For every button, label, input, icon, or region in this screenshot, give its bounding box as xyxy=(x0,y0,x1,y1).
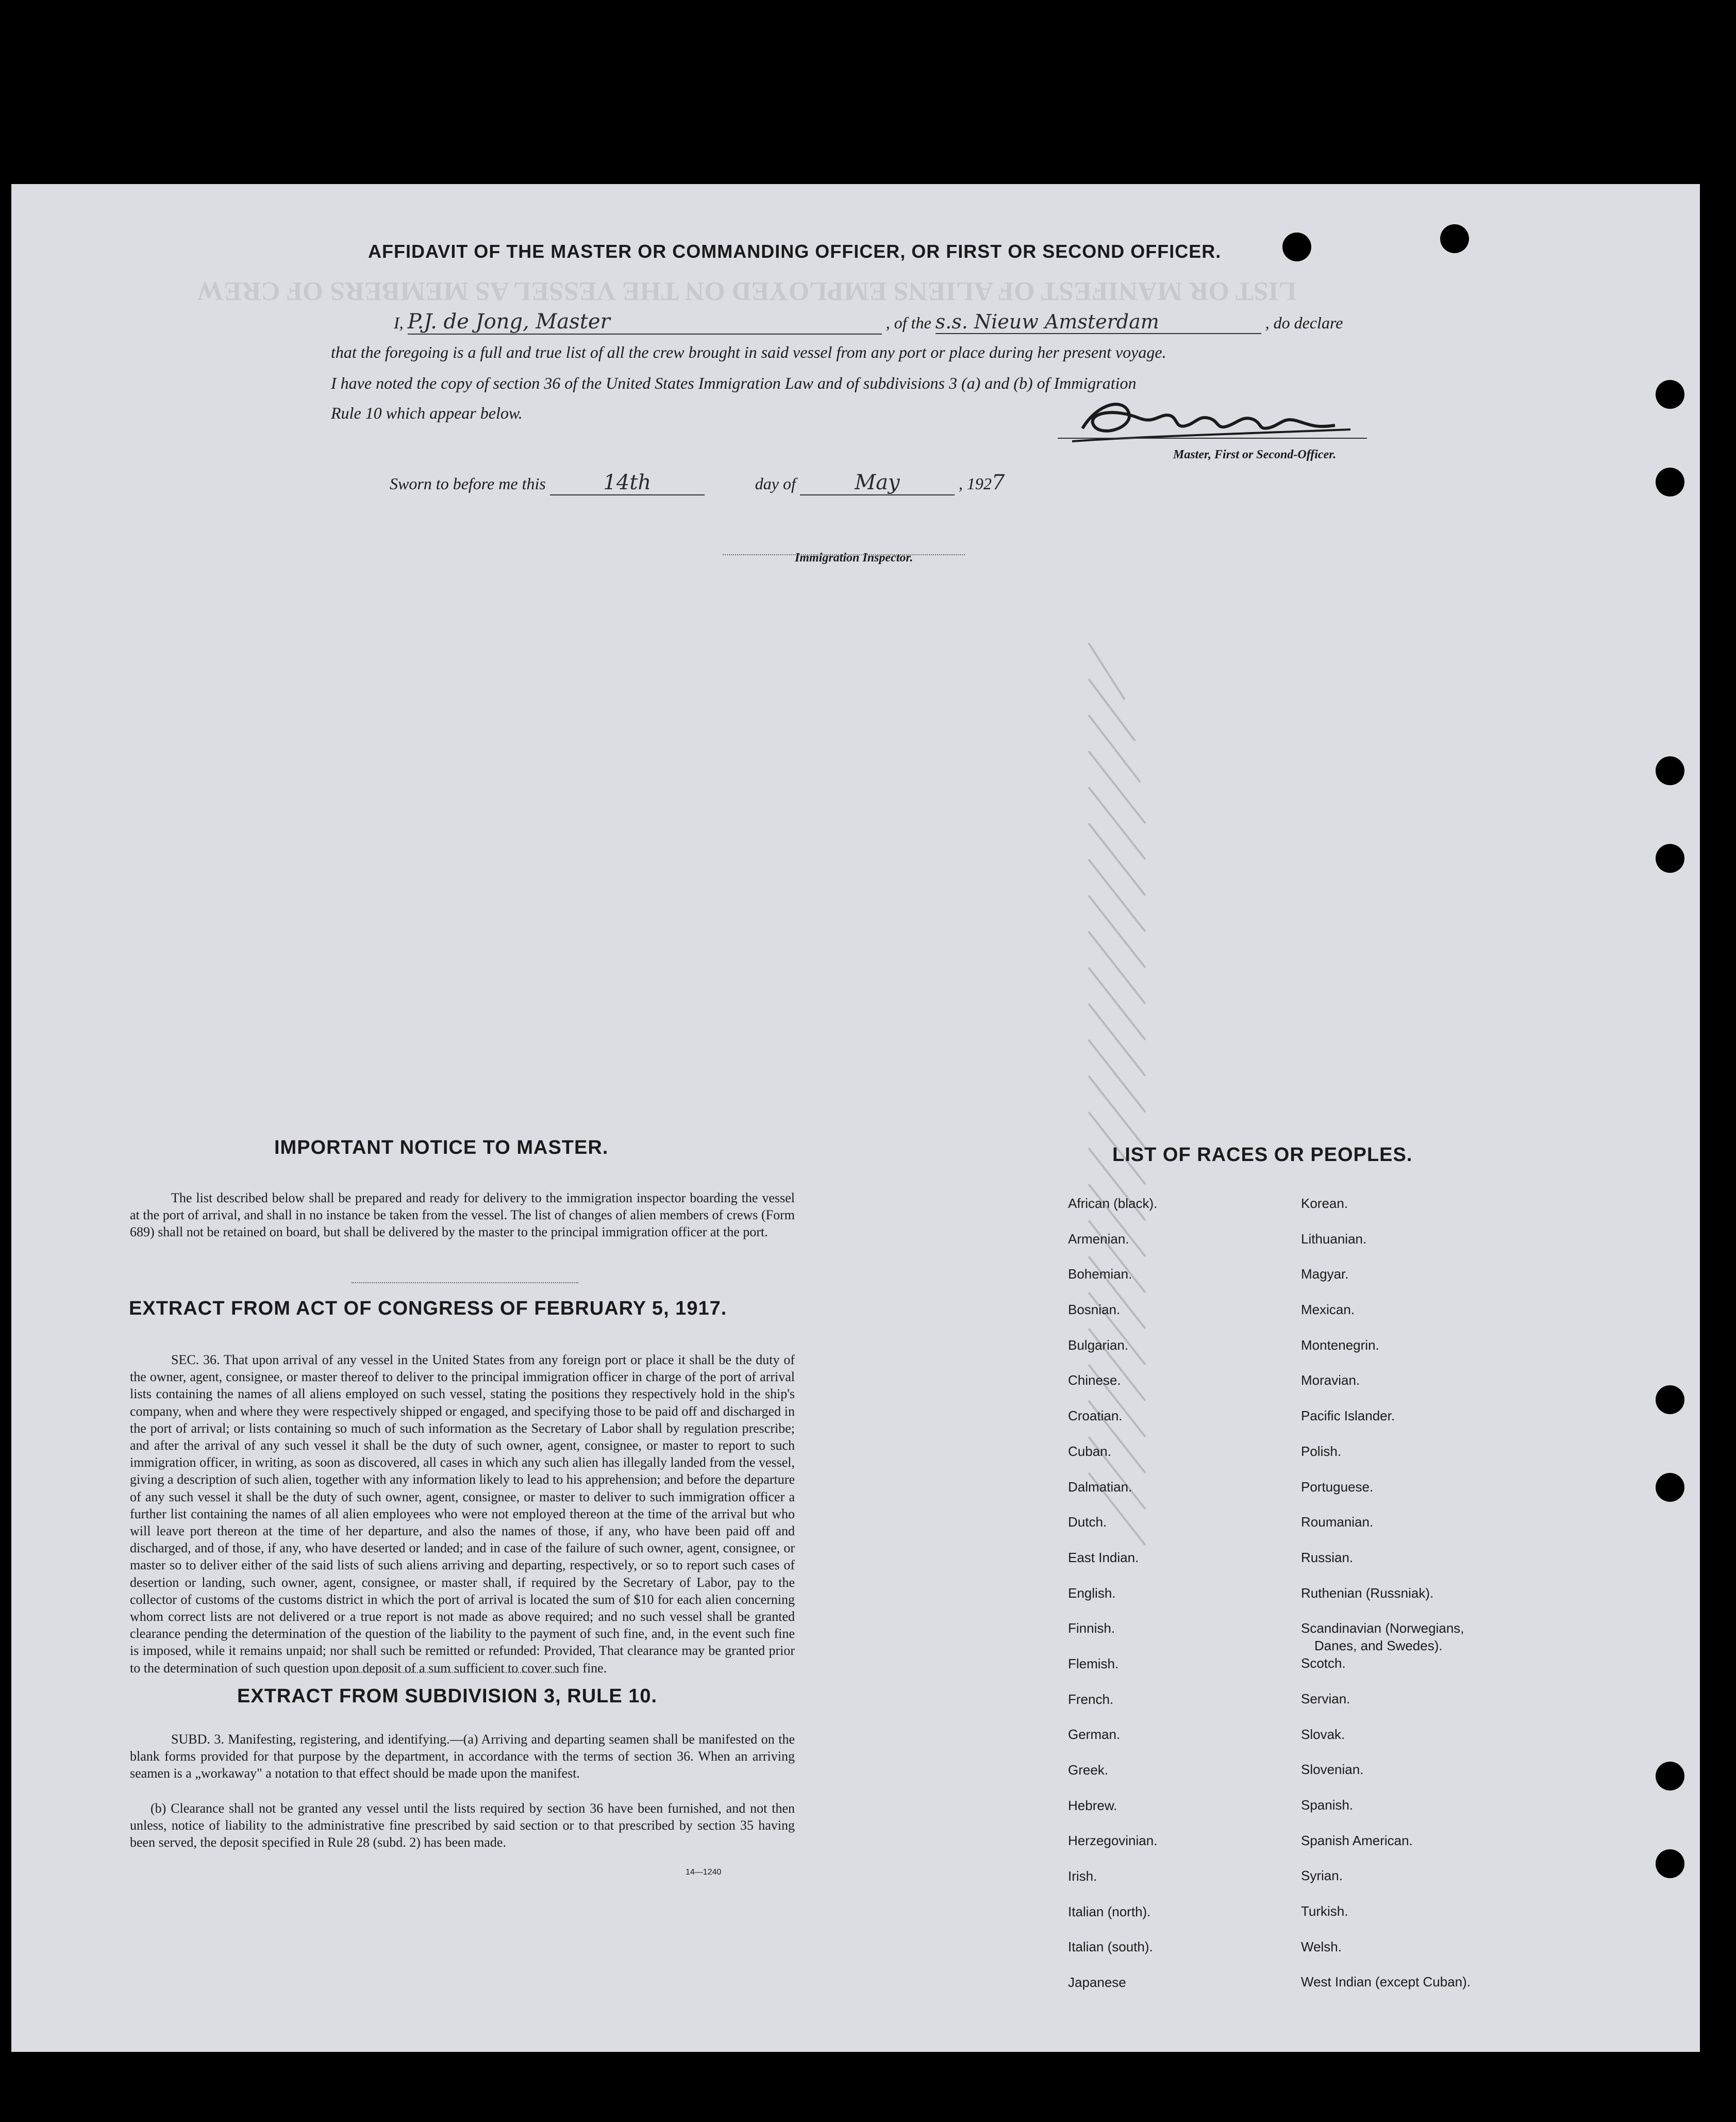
day-of: day of xyxy=(755,474,796,493)
races-right-column xyxy=(1301,1196,1471,2010)
race-item: Irish. xyxy=(1068,1868,1097,1884)
race-item: German. xyxy=(1068,1727,1121,1743)
race-item: Magyar. xyxy=(1301,1266,1349,1282)
act-text: SEC. 36. That upon arrival of any vessel in the United States from any foreign port or place it shall be the duty of the owner, agent, consignee, or master thereof to deliver to the principal immigration officer in charge of the port of arrival lists containing the names of all aliens employed on such vessel, stating the positions they respectively hold in the ship's company, when and where they were respectively shipped or engaged, and specifying those to be paid off and discharged in the port of arrival; or lists containing so much of such information as the Secretary of Labor shall by regulation prescribe; and after the arrival of any such vessel it shall be the duty of such owner, agent, consignee, or master to report to such immigration officer, in writing, as soon as discovered, all cases in which any such alien has illegally landed from the vessel, giving a description of such alien, together with any information likely to lead to his apprehension; and before the departure of any such vessel it shall be the duty of such owner, agent, consignee, or master to deliver to such immigration officer a further list containing the names of all alien employees who were not employed thereon at the time of the arrival but who will leave port thereon at the time of her departure, and also the names of those, if any, who have been paid off and discharged, and of those, if any, who have deserted or landed; and in case of the failure of such owner, agent, consignee, or master so to deliver either of the said lists of such aliens arriving and departing, respectively, or so to report such cases of desertion or landing, such owner, agent, consignee, or master shall, if required by the Secretary of Labor, pay to the collector of customs of the customs district in which the port of arrival is located the sum of $10 for each alien concerning whom correct lists are not delivered or a true report is not made as above required; and no such vessel shall be granted clearance pending the determination of the question of the liability to the payment of such fine, and, in the event such fine is imposed, while it remains unpaid; nor shall such be remitted or refunded: Provided, That clearance may be granted prior to the determination of such question upon deposit of a sum sufficient to cover such fine. xyxy=(130,1352,795,1676)
race-item: Syrian. xyxy=(1301,1868,1343,1884)
race-item: Welsh. xyxy=(1301,1938,1342,1954)
race-item: Dalmatian. xyxy=(1068,1479,1132,1495)
race-item: Armenian. xyxy=(1068,1231,1129,1247)
race-item: Chinese. xyxy=(1068,1372,1121,1388)
races-heading: LIST OF RACES OR PEOPLES. xyxy=(1112,1144,1413,1166)
affidavit-line-3: I have noted the copy of section 36 of the United States Immigration Law and of subdivisions 3 (a) and (b) of Immigration xyxy=(331,374,1137,392)
race-item: Italian (south). xyxy=(1068,1939,1153,1955)
race-item: Greek. xyxy=(1068,1762,1109,1778)
race-item: Spanish American. xyxy=(1301,1832,1413,1848)
race-item: Montenegrin. xyxy=(1301,1337,1379,1353)
race-item: Moravian. xyxy=(1301,1372,1360,1388)
rule-para-1: SUBD. 3. Manifesting, registering, and identifying.—(a) Arriving and departing seamen shall be manifested on the blank forms provided for that purpose by the department, in accordance with the terms of section 36. When an arriving seamen is a „workaway" a notation to that effect should be made upon the manifest. xyxy=(130,1732,795,1781)
race-item: Ruthenian (Russniak). xyxy=(1301,1585,1434,1601)
race-item: Finnish. xyxy=(1068,1620,1115,1636)
race-item: Pacific Islander. xyxy=(1301,1408,1395,1424)
inspector-caption: Immigration Inspector. xyxy=(795,551,913,565)
sworn-day: 14th xyxy=(550,471,705,495)
race-item: Korean. xyxy=(1301,1196,1348,1211)
act-heading: EXTRACT FROM ACT OF CONGRESS OF FEBRUARY 5, 1917. xyxy=(129,1298,727,1319)
race-item: Cuban. xyxy=(1068,1443,1111,1459)
race-item: Russian. xyxy=(1301,1549,1354,1565)
race-item: Spanish. xyxy=(1301,1797,1354,1813)
act-divider xyxy=(352,1672,578,1673)
race-item: Mexican. xyxy=(1301,1302,1355,1318)
race-item: Danes, and Swedes). xyxy=(1314,1638,1443,1654)
race-item: Croatian. xyxy=(1068,1408,1123,1424)
race-item: Lithuanian. xyxy=(1301,1231,1367,1247)
race-item: Roumanian. xyxy=(1301,1514,1374,1530)
rule-heading: EXTRACT FROM SUBDIVISION 3, RULE 10. xyxy=(237,1685,658,1707)
master-name: P.J. de Jong, Master xyxy=(408,310,882,335)
form-number: 14—1240 xyxy=(686,1868,722,1877)
race-item: Japanese xyxy=(1068,1975,1126,1991)
rule-para-2: (b) Clearance shall not be granted any vessel until the lists required by section 36 have been furnished, and not then unless, notice of liability to the administrative fine prescribed by said section or to that prescribed by section 35 having been served, the deposit specified in Rule 28 (subd. 2) has been made. xyxy=(130,1801,795,1850)
race-item: Slovenian. xyxy=(1301,1762,1364,1778)
race-item: West Indian (except Cuban). xyxy=(1301,1974,1471,1990)
race-item: English. xyxy=(1068,1585,1116,1601)
race-item: East Indian. xyxy=(1068,1549,1139,1565)
notice-divider xyxy=(352,1282,578,1283)
notice-heading: IMPORTANT NOTICE TO MASTER. xyxy=(274,1137,609,1158)
race-item: Dutch. xyxy=(1068,1514,1107,1530)
vessel-name: s.s. Nieuw Amsterdam xyxy=(936,310,1261,334)
document-page xyxy=(11,184,1700,2052)
affidavit-heading: AFFIDAVIT OF THE MASTER OR COMMANDING OFFICER, OR FIRST OR SECOND OFFICER. xyxy=(368,241,1222,262)
race-item: Slovak. xyxy=(1301,1726,1345,1742)
of-the: , of the xyxy=(886,313,931,332)
race-item: French. xyxy=(1068,1691,1114,1707)
race-item: Polish. xyxy=(1301,1443,1342,1459)
affidavit-line-2: that the foregoing is a full and true list of all the crew brought in said vessel from any port or place during her present voyage. xyxy=(331,343,1166,361)
race-item: Bulgarian. xyxy=(1068,1337,1129,1353)
race-item: Portuguese. xyxy=(1301,1479,1374,1495)
races-left-column xyxy=(1068,1196,1157,2010)
year-prefix: , 192 xyxy=(958,474,992,493)
do-declare: , do declare xyxy=(1265,313,1343,332)
race-item: Bohemian. xyxy=(1068,1266,1132,1282)
race-item: African (black). xyxy=(1068,1196,1158,1211)
year-digit: 7 xyxy=(991,471,1005,494)
race-item: Scotch. xyxy=(1301,1655,1346,1671)
ghost-header: LIST OR MANIFEST OF ALIENS EMPLOYED ON THE VESSEL AS MEMBERS OF CREW xyxy=(197,276,1297,306)
race-item: Servian. xyxy=(1301,1690,1350,1706)
race-item: Hebrew. xyxy=(1068,1797,1117,1813)
i-prefix: I, xyxy=(394,313,404,332)
race-item: Italian (north). xyxy=(1068,1903,1151,1919)
affidavit-line-4: Rule 10 which appear below. xyxy=(331,404,523,422)
race-item: Bosnian. xyxy=(1068,1302,1121,1318)
race-item: Herzegovinian. xyxy=(1068,1833,1158,1849)
sworn-prefix: Sworn to before me this xyxy=(390,474,546,493)
notice-text: The list described below shall be prepared and ready for delivery to the immigration inspector boarding the vessel at the port of arrival, and shall in no instance be taken from the vessel. The list of changes of alien members of crews (Form 689) shall not be retained on board, but shall be delivered by the master to the principal immigration officer at the port. xyxy=(130,1190,795,1240)
race-item: Turkish. xyxy=(1301,1903,1348,1919)
signature-caption: Master, First or Second-Officer. xyxy=(1173,448,1337,461)
race-item: Scandinavian (Norwegians, xyxy=(1301,1620,1464,1636)
sworn-month: May xyxy=(800,471,955,495)
race-item: Flemish. xyxy=(1068,1655,1119,1671)
